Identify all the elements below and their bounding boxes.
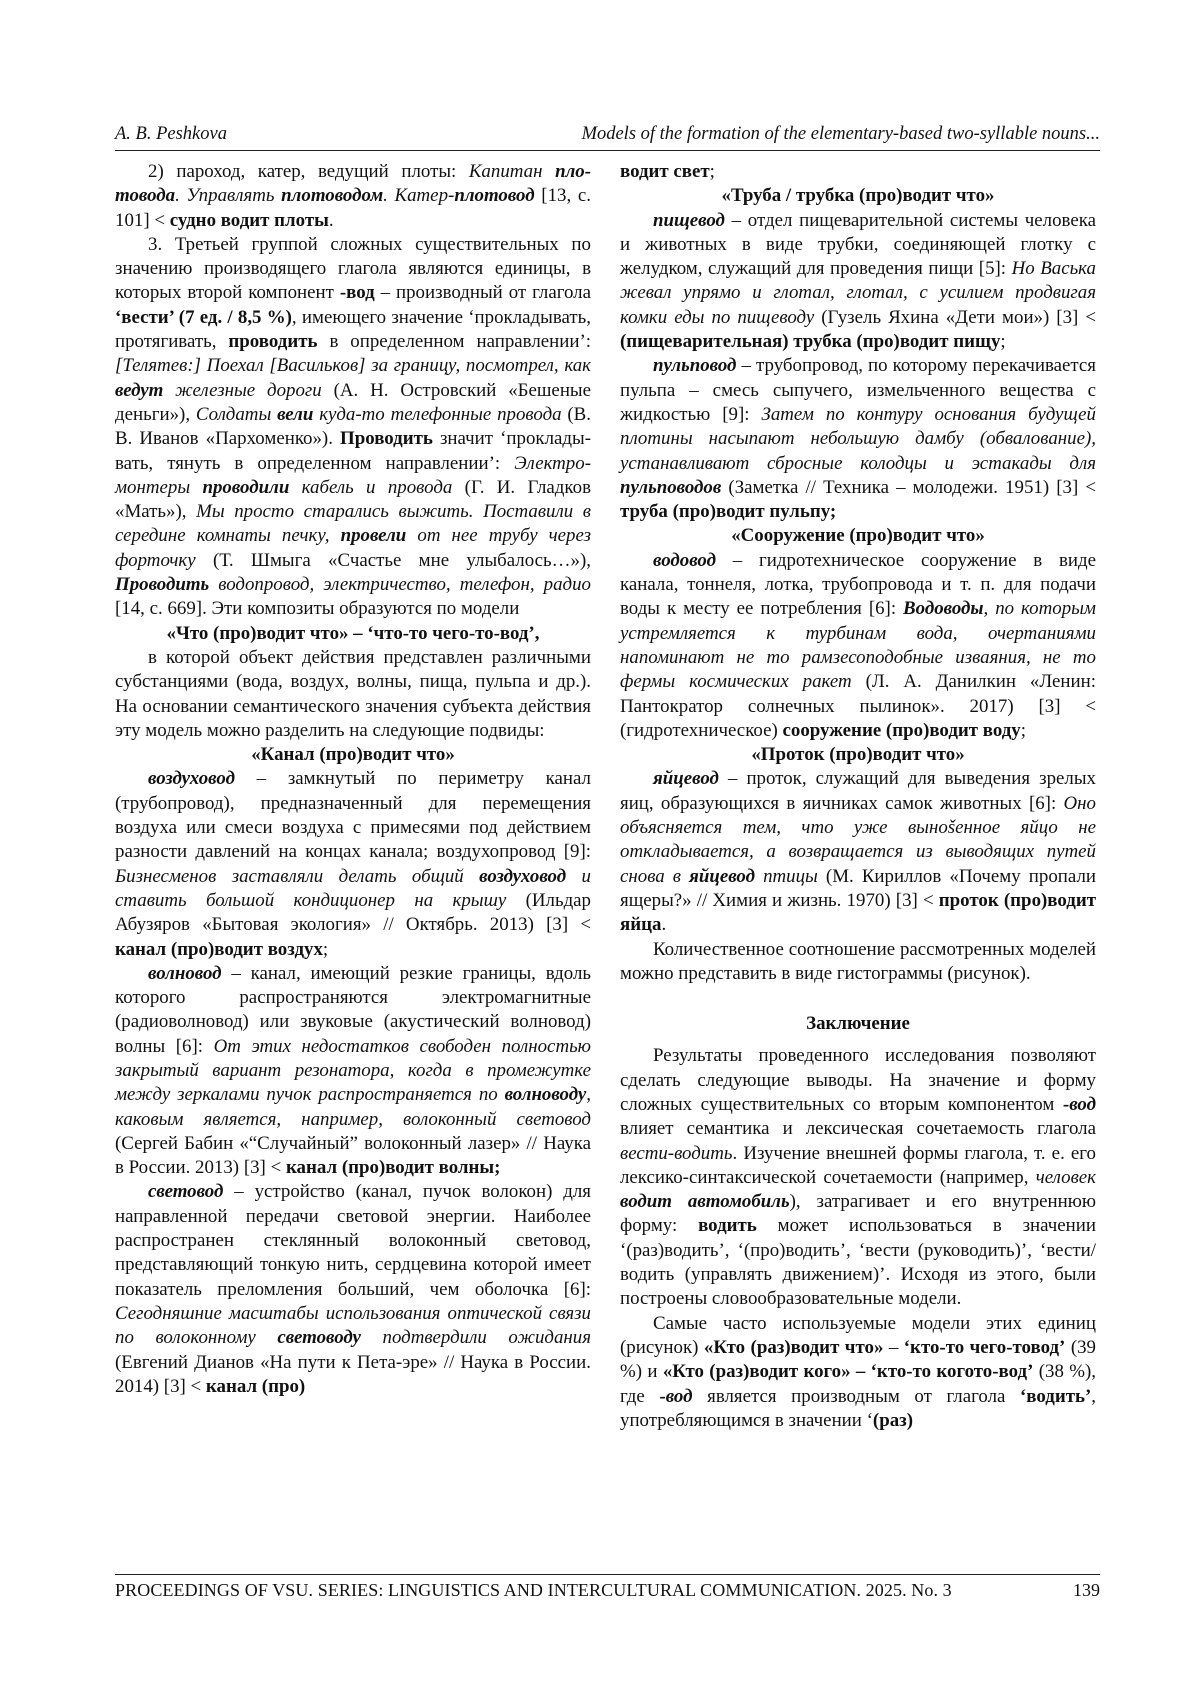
subtype-heading: «Проток (про)водит что» [751,744,965,766]
page-number: 139 [1073,1580,1100,1600]
paragraph: яйцевод – проток, служащий для выведения зрелых яиц, образующихся в яичниках самок животных [6]: Оно объясняется тем, что уже вынošенное яйцо не откладывается, а возвращается из выводящих путей снова в яйцевод птицы (М. Кириллов «Почему пропали ящеры?» // Химия и жизнь. 1970) [3] < проток (про)водит яйца. [620,768,1096,936]
page-footer [115,1574,1100,1600]
paragraph: световод – устройство (канал, пучок волокон) для направленной передачи световой энергии. Наиболее распространен стеклянный волоконный световод, представляющий тонкую нить, сердцевина которой имеет показатель преломления больший, чем оболочка [6]: Сегодняшние масштабы использования оптической связи по волоконному световоду подтвердили ожидания (Евгений Дианов «На пути к Пета-эре» // Наука в России. 2014) [3] < канал (про) [115,1181,591,1397]
subtype-heading: «Сооружение (про)водит что» [731,525,985,547]
paragraph: Самые часто используемые модели этих единиц (рисунок) «Кто (раз)водит что» – ‘кто-то чего-товод’ (39 %) и «Кто (раз)водит кого» – ‘кто-то когото-вод’ (38 %), где -вод является производным от глагола ‘водить’, употребляющимся в значении ‘(раз) [620,1312,1097,1431]
right-column [620,160,1096,1433]
header-running-title: Models of the formation of the elementary-based two-syllable nouns... [581,124,1100,144]
paragraph: Результаты проведенного исследования позволяют сделать следующие выводы. На значение и форму сложных существительных со вторым компонентом -вод влияет семантика и лексическая сочетаемость глагола вести-водить. Изучение внешней формы глагола, т. е. его лексико-синтаксической сочетаемости (например, человек водит автомобиль), затрагивает и его внутреннюю форму: водить может использоваться в значении ‘(раз)водить’, ‘(про)водить’, ‘вести (руководить)’, ‘вести/водить (управлять движением)’. Исходя из этого, были построены словообразовательные модели. [620,1045,1096,1310]
paragraph: водит свет; [620,161,715,182]
subtype-heading: «Труба / трубка (про)водит что» [721,185,995,207]
paragraph: 2) пароход, катер, ведущий плоты: Капитан плотовода. Управлять плотоводом. Катер-плотовод [13, с. 101] < судно водит плоты. [115,161,592,231]
paragraph: водовод – гидротехническое сооружение в виде канала, тоннеля, лотка, трубопровода и т. п. для подачи воды к месту ее потребления [6]: Водоводы, по которым устремляется к турбинам вода, очертаниями напоминают не то рамзесоподобные изваяния, не то фермы космических ракет (Л. А. Данилкин «Ленин: Пантократор солнечных пылинок». 2017) [3] < (гидротехническое) сооружение (про)водит воду; [620,549,1096,741]
paragraph: пульповод – трубопровод, по которому перекачивается пульпа – смесь сыпучего, измельченного вещества с жидкостью [9]: Затем по контуру основания будущей плотины насыпают небольшую дамбу (обвалование), устанавливают сбросные колодцы и эстакады для пульповодов (Заметка // Техника – молодежи. 1951) [3] < труба (про)водит пульпу; [620,355,1097,523]
header-author: A. B. Peshkova [115,124,227,144]
paragraph: воздуховод – замкнутый по периметру канал (трубопровод), предназначенный для перемещения воздуха или смеси воздуха с примесями под действием разности давлений на концах канала; воздухопровод [9]: Бизнесменов заставляли делать общий воздуховод и ставить большой кондиционер на крышу (Ильдар Абузяров «Бытовая экология» // Октябрь. 2013) [3] < канал (про)водит воздух; [115,768,592,960]
paragraph: в которой объект действия представлен различными субстанциями (вода, воздух, волны, пища, пульпа и др.). На основании семантического значения субъекта действия эту модель можно разделить на следующие подвиды: [115,646,591,741]
footer-journal: PROCEEDINGS OF VSU. SERIES: LINGUISTICS AND INTERCULTURAL COMMUNICATION. 2025. No. 3 [115,1580,952,1600]
paragraph: Количественное соотношение рассмотренных моделей можно представить в виде гистограммы (рисунок). [620,938,1096,984]
running-header [115,118,1100,151]
left-column [115,160,591,1399]
paragraph: 3. Третьей группой сложных существительных по значению производящего глагола являются единицы, в которых второй компонент -вод – производный от глагола ‘вести’ (7 ед. / 8,5 %), имеющего значение ‘прокладывать, протягивать, проводить в определенном направлении’: [Телятев:] Поехал [Васильков] за границу, посмотрел, как ведут железные дороги (А. Н. Островский «Бешеные деньги»), Солдаты вели куда-то телефонные провода (В. В. Иванов «Пархоменко»). Проводить значит ‘прокладывать, тянуть в определенном направлении’: Электромонтеры проводили кабель и провода (Г. И. Гладков «Мать»), Мы просто старались выжить. Поставили в середине комнаты печку, провели от нее трубу через форточку (Т. Шмыга «Счастье мне улыбалось…»), Проводить водопровод, электричество, телефон, радио [14, с. 669]. Эти композиты образуются по модели [115,233,592,620]
paragraph: пищевод – отдел пищеварительной системы человека и животных в виде трубки, соединяющей глотку с желудком, служащий для проведения пищи [5]: Но Васька жевал упрямо и глотал, глотал, с усилием продвигая комки еды по пищеводу (Гузель Яхина «Дети мои») [3] < (пищеварительная) трубка (про)водит пищу; [620,209,1096,353]
section-heading: Заключение [806,1013,910,1035]
paragraph: волновод – канал, имеющий резкие границы, вдоль которого распространяются электромагнитные (радиоволновод) или звуковые (акустический волновод) волны [6]: От этих недостатков свободен полностью закрытый вариант резонатора, когда в промежутке между зеркалами пучок распространяется по волноводу, каковым является, например, волоконный световод (Сергей Бабин «“Случайный” волоконный лазер» // Наука в России. 2013) [3] < канал (про)водит волны; [115,962,592,1179]
model-heading: «Что (про)водит что» – ‘что-то чего-то-вод’, [166,622,540,644]
subtype-heading: «Канал (про)водит что» [251,744,455,766]
